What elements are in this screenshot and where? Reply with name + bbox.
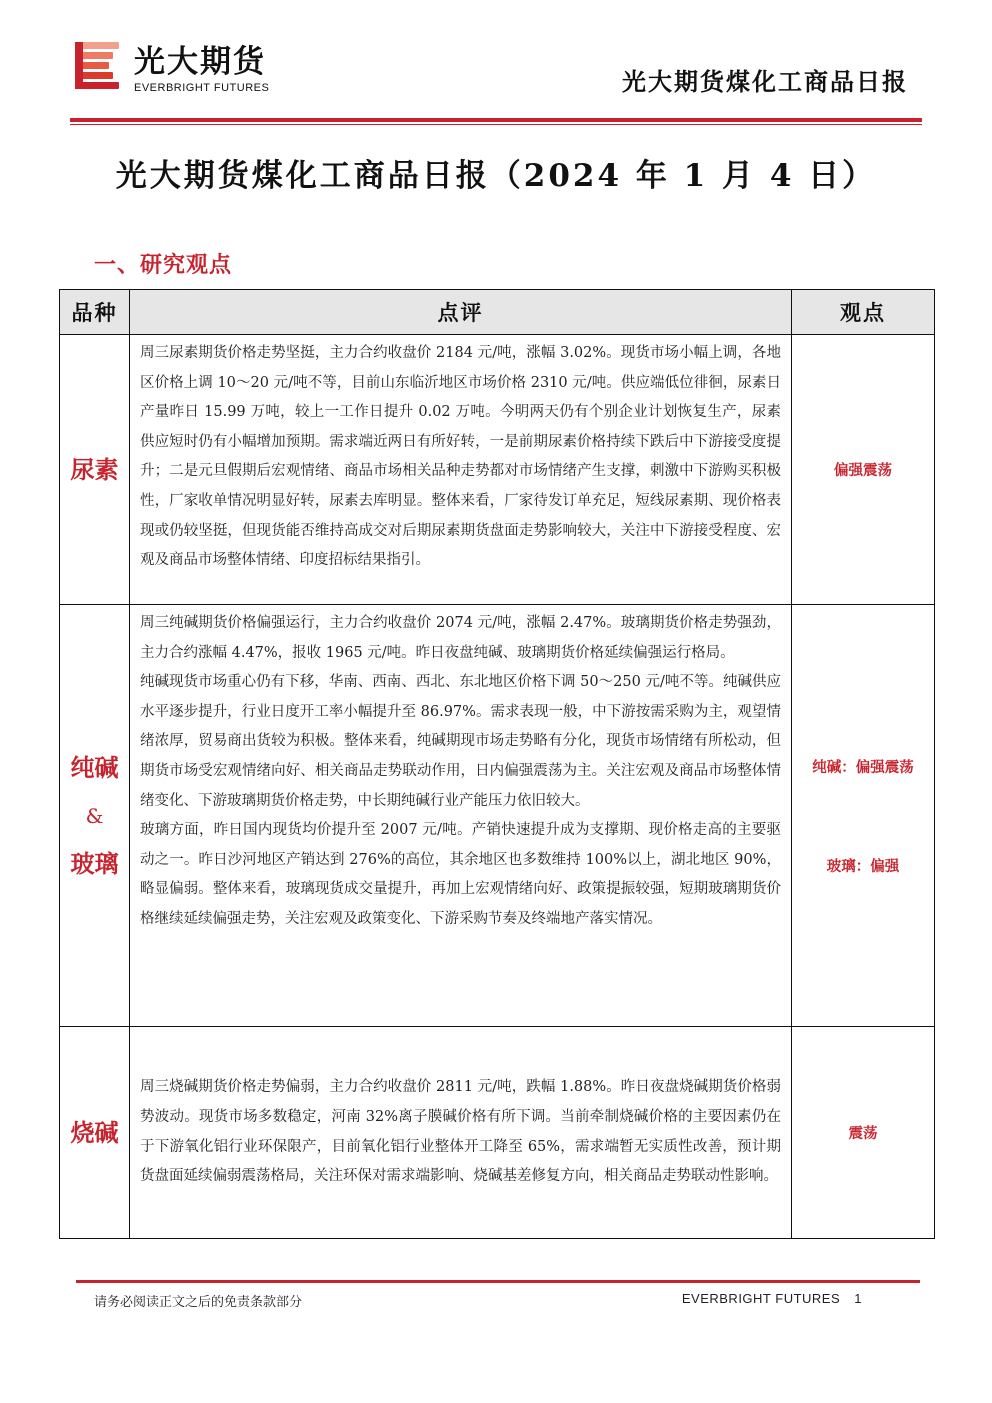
variety-cell [60,605,130,1027]
view-text: 玻璃：偏强 [826,857,900,875]
comment-paragraph: 玻璃方面，昨日国内现货均价提升至 2007 元/吨。产销快速提升成为支撑期、现价格走高的主要驱动之一。昨日沙河地区产销达到 276%的高位，其余地区也多数维持 100%以上，湖北地区 90%，略显偏弱。整体来看，玻璃现货成交量提升，再加上宏观情绪向好、政策提振较强，短期玻璃期货价格继续延续偏强走势，关注宏观及政策变化、下游采购节奏及终端地产落实情况。 [140,822,781,927]
comment-cell [130,605,792,1027]
variety-cell: 烧碱 [60,1027,130,1239]
header-view: 观点 [792,290,935,335]
comment-paragraph: 周三尿素期货价格走势坚挺，主力合约收盘价 2184 元/吨，涨幅 3.02%。现货市场小幅上调，各地区价格上调 10～20 元/吨不等，目前山东临沂地区市场价格 2310 元/吨。供应端低位徘徊，尿素日产量昨日 15.99 万吨，较上一工作日提升 0.02 万吨。今明两天仍有个别企业计划恢复生产，尿素供应短时仍有小幅增加预期。需求端近两日有所好转，一是前期尿素价格持续下跌后中下游接受度提升；二是元旦假期后宏观情绪、商品市场相关品种走势都对市场情绪产生支撑，刺激中下游购买积极性，厂家收单情况明显好转，尿素去库明显。整体来看，厂家待发订单充足，短线尿素期、现价格表现或仍较坚挺，但现货能否维持高成交对后期尿素期货盘面走势影响较大，关注中下游接受程度、宏观及商品市场整体情绪、印度招标结果指引。 [140,345,781,569]
research-table [59,289,935,1239]
brand-name-en: EVERBRIGHT FUTURES [134,82,270,94]
variety-line: & [85,803,104,828]
table-row-urea [60,335,935,605]
view-cell [792,1027,935,1239]
header-comment: 点评 [130,290,792,335]
footer-divider [76,1280,920,1283]
comment-paragraph: 周三烧碱期货价格走势偏弱，主力合约收盘价 2811 元/吨，跌幅 1.88%。昨日夜盘烧碱期货价格弱势波动。现货市场多数稳定，河南 32%离子膜碱价格有所下调。当前牵制烧碱价格的主要因素仍在于下游氧化铝行业环保限产，目前氧化铝行业整体开工降至 65%，需求端暂无实质性改善，预计期货盘面延续偏弱震荡格局，关注环保对需求端影响、烧碱基差修复方向，相关商品走势联动性影响。 [140,1079,781,1185]
header-divider-thin [70,124,922,125]
header-variety: 品种 [60,290,130,335]
variety-line: 玻璃 [70,848,119,878]
page-number: 1 [854,1291,862,1306]
comment-cell [130,335,792,605]
report-name: 光大期货煤化工商品日报 [622,67,908,96]
page-title: 光大期货煤化工商品日报（2024 年 1 月 4 日） [115,158,877,194]
disclaimer-note: 请务必阅读正文之后的免责条款部分 [94,1295,303,1310]
comment-paragraph: 周三纯碱期货价格偏强运行，主力合约收盘价 2074 元/吨，涨幅 2.47%。玻璃期货价格走势强劲，主力合约涨幅 4.47%，报收 1965 元/吨。昨日夜盘纯碱、玻璃期货价格延续偏强运行格局。 [140,615,781,661]
view-cell [792,335,935,605]
section-heading: 一、研究观点 [94,252,233,278]
view-text: 偏强震荡 [834,462,892,479]
header-divider [70,118,922,122]
comment-paragraph: 纯碱现货市场重心仍有下移，华南、西南、西北、东北地区价格下调 50～250 元/吨不等。纯碱供应水平逐步提升，行业日度开工率小幅提升至 86.97%。需求表现一般，中下游按需采购为主，观望情绪浓厚，贸易商出货较为积极。整体来看，纯碱期现市场走势略有分化，现货市场情绪有所松动，但期货市场受宏观情绪向好、相关商品走势联动作用，日内偏强震荡为主。关注宏观及商品市场整体情绪变化、下游玻璃期货价格走势，中长期纯碱行业产能压力依旧较大。 [140,674,781,809]
table-header-row [60,290,935,335]
view-cell [792,605,935,1027]
variety-cell: 尿素 [60,335,130,605]
table-row-caustic-soda [60,1027,935,1239]
footer-brand-name: EVERBRIGHT FUTURES [681,1291,841,1306]
brand-name-cn: 光大期货 [134,44,266,80]
footer-brand [682,1291,862,1306]
comment-cell [130,1027,792,1239]
company-logo [75,42,123,96]
view-text: 震荡 [848,1125,878,1142]
brand [134,44,269,94]
variety-line: 纯碱 [70,752,119,782]
view-text: 纯碱：偏强震荡 [812,758,914,776]
table-row-soda-glass [60,605,935,1027]
